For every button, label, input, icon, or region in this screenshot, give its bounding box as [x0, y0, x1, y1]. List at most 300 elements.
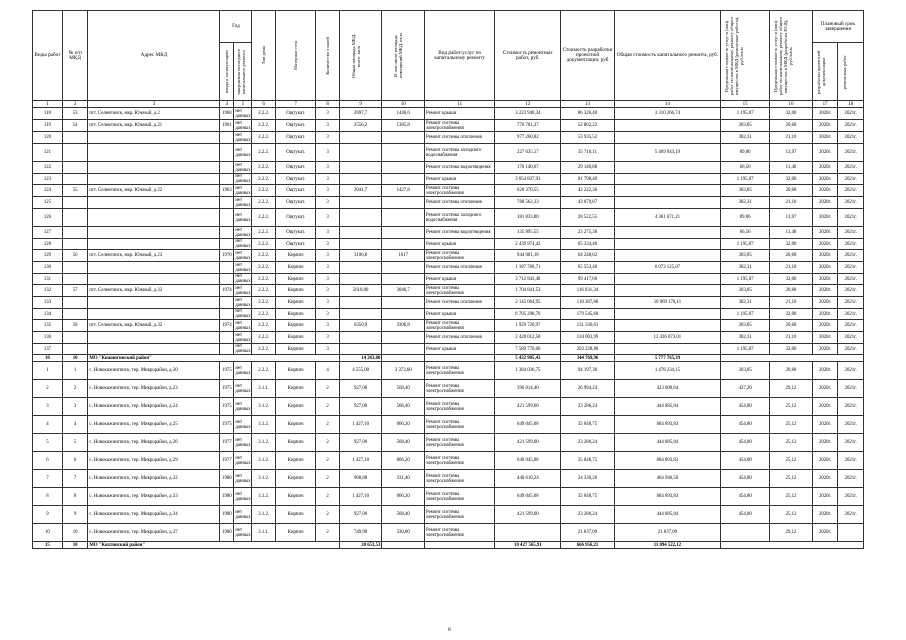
cell-year-built: 1963: [220, 185, 234, 197]
cell-work-type: Ремонт системы отопления: [425, 262, 495, 274]
cell-unit-cost-design: 25,12: [770, 398, 813, 416]
cell-design-cost: 26 994,24: [561, 380, 614, 398]
cell-design-cost: 65 334,40: [561, 239, 614, 250]
cell-unit-cost-repair: 1 195,07: [721, 274, 770, 285]
cell-plan-repair-year: 2021г.: [838, 380, 864, 398]
cell-house-type: 2.2.2.: [252, 344, 275, 355]
cell-unit-cost-design: 32,00: [770, 174, 813, 185]
cell-total-cost: [614, 227, 721, 239]
cell-year-repair: нет данных: [234, 452, 252, 470]
cell-plan-repair-year: 2021г.: [838, 250, 864, 262]
cell-repair-cost: 944 001,18: [495, 250, 561, 262]
subtotal-c: 5 432 905,43: [495, 355, 561, 362]
cell-house-type: 2.2.2.: [252, 239, 275, 250]
cell-floors: 2: [316, 434, 339, 452]
cell-plan-repair-year: 2021г.: [838, 209, 864, 227]
cell-design-cost: 35 848,75: [561, 488, 614, 506]
cell-repair-cost: 135 895,55: [495, 227, 561, 239]
cell-unit-cost-repair: 454,80: [721, 416, 770, 434]
cell-repair-cost: 7 589 770,06: [495, 344, 561, 355]
subtotal-a: 10: [33, 355, 63, 362]
cell-repair-cost: 3 712 843,48: [495, 274, 561, 285]
cell-address: с. Новокижингинск, тер. Микрорайон, д.32: [88, 470, 220, 488]
cell-work-type: Ремонт системы холодного водоснабжения: [425, 209, 495, 227]
cell-year-repair: нет данных: [234, 209, 252, 227]
cell-wall-material: Кирпич: [275, 250, 315, 262]
cell-total-cost: 444 885,84: [614, 398, 721, 416]
table-row: [33, 120, 864, 132]
cell-repair-cost: 780 562,33: [495, 197, 561, 209]
cell-floors: 3: [316, 227, 339, 239]
cell-total-area: 927,00: [339, 380, 382, 398]
cell-wall-material: Кирпич: [275, 506, 315, 524]
cell-plan-repair-year: 2021г.: [838, 144, 864, 162]
cell-unit-cost-repair: 66,56: [721, 162, 770, 174]
cell-design-cost: 53 935,52: [561, 132, 614, 144]
cell-house-type: 2.2.2.: [252, 132, 275, 144]
cell-unit-cost-repair: 303,85: [721, 285, 770, 297]
cell-year-built: [220, 209, 234, 227]
cell-year-repair: нет данных: [235, 274, 251, 284]
cell-address: с. Новокижингинск, тер. Микрорайон, д.34: [88, 506, 220, 524]
col-vid-uslug: Вид работ/услуг по капитальному ремонту: [425, 11, 495, 101]
cell-plan-repair-year: 2021г.: [838, 452, 864, 470]
cell-total-area: 6350,9: [339, 320, 382, 332]
cell-address: [88, 262, 220, 274]
cell-mkd-number: [62, 297, 88, 309]
cell-floors: 4: [316, 362, 339, 380]
cell-repair-cost: 1 187 760,71: [495, 262, 561, 274]
cell-work-type: Ремонт системы электроснабжения: [425, 434, 495, 452]
col-stoimost-pd: Стоимость разработки проектной документации, руб: [561, 11, 614, 101]
cell-floors: 3: [316, 108, 339, 120]
cell-house-type: 2.2.2.: [252, 162, 275, 174]
cell-total-area: 749,90: [339, 524, 382, 542]
table-row: [33, 285, 864, 297]
cell-plan-design-year: 2020г.: [812, 452, 838, 470]
cell-total-cost: [614, 120, 721, 132]
cell-total-cost: [614, 197, 721, 209]
cell-mkd-number: [62, 197, 88, 209]
table-row: [33, 416, 864, 434]
cell-row-number: 1: [33, 362, 63, 380]
cell-wall-material: Кирпич: [275, 398, 315, 416]
cell-year-repair: нет данных: [234, 524, 252, 542]
subtotal-pd: 666 956,21: [561, 542, 614, 549]
col-num-mkd: № п/п МКД: [62, 11, 88, 101]
cell-year-built: 1980: [220, 524, 234, 542]
cell-wall-material: Кирпич: [275, 470, 315, 488]
table-row: [33, 452, 864, 470]
cell-plan-design-year: 2020г.: [812, 524, 838, 542]
cell-wall-material: Кирпич: [275, 524, 315, 542]
cell-unit-cost-repair: 1 195,07: [721, 239, 770, 250]
cell-house-type: 3.1.1.: [252, 524, 275, 542]
cell-living-area: [382, 209, 425, 227]
cell-repair-cost: 170 140,67: [495, 162, 561, 174]
cell-living-area: [382, 162, 425, 174]
cell-repair-cost: 977 260,82: [495, 132, 561, 144]
cell-work-type: Ремонт крыши: [425, 108, 495, 120]
cell-address: с. Новокижингинск, тер. Микрорайон, д.23: [88, 380, 220, 398]
cell-unit-cost-repair: 382,31: [721, 132, 770, 144]
col-pred-udel-2: Предельная стоимость услуг и (или) работ по капитальному ремонту общего имущества в МКД (разработка ПСД), руб./кв.м: [770, 11, 813, 101]
subtotal-b: 10: [62, 355, 88, 362]
cell-year-built: 1974: [220, 320, 234, 332]
cell-year-repair: нет данных: [234, 416, 252, 434]
cell-unit-cost-repair: 89,06: [721, 209, 770, 227]
cell-year-repair: нет данных: [234, 506, 252, 524]
cell-work-type: Ремонт крыши: [425, 344, 495, 355]
col-plan-srok: Плановый срок завершения: [812, 11, 863, 43]
cell-address: с. Новокижингинск, тер. Микрорайон, д.24: [88, 398, 220, 416]
column-number: 6: [252, 101, 275, 108]
cell-year-built: [220, 262, 234, 274]
cell-work-type: Ремонт системы электроснабжения: [425, 320, 495, 332]
cell-floors: 3: [316, 309, 339, 320]
cell-mkd-number: [62, 274, 88, 285]
cell-row-number: 120: [33, 132, 63, 144]
cell-plan-repair-year: 2021г.: [838, 332, 864, 344]
cell-work-type: Ремонт системы отопления: [425, 197, 495, 209]
cell-year-repair: нет данных: [235, 309, 251, 319]
col-adres: Адрес МКД: [88, 11, 220, 101]
cell-row-number: 132: [33, 285, 63, 297]
cell-floors: 3: [316, 144, 339, 162]
cell-repair-cost: 776 701,37: [495, 120, 561, 132]
subtotal-empty: [382, 355, 425, 362]
cell-design-cost: 131 336,61: [561, 320, 614, 332]
cell-plan-repair-year: 2021г.: [838, 434, 864, 452]
cell-unit-cost-design: 32,00: [770, 108, 813, 120]
cell-row-number: 4: [33, 416, 63, 434]
cell-unit-cost-design: 25,12: [770, 488, 813, 506]
cell-house-type: 2.2.2.: [252, 108, 275, 120]
cell-unit-cost-design: 13,97: [770, 144, 813, 162]
cell-total-area: [339, 297, 382, 309]
cell-mkd-number: [62, 227, 88, 239]
cell-unit-cost-design: 29,12: [770, 380, 813, 398]
cell-row-number: 6: [33, 452, 63, 470]
cell-year-repair: нет данных: [235, 332, 251, 343]
cell-row-number: 9: [33, 506, 63, 524]
cell-total-cost: 684 893,83: [614, 488, 721, 506]
cell-house-type: 2.2.2.: [252, 285, 275, 297]
cell-year-repair: нет данных: [235, 162, 251, 173]
cell-wall-material: Кирпич: [275, 452, 315, 470]
cell-living-area: 568,40: [382, 380, 425, 398]
cell-wall-material: Кирпич: [275, 297, 315, 309]
cell-plan-repair-year: 2021г.: [838, 274, 864, 285]
cell-unit-cost-repair: 1 195,07: [721, 344, 770, 355]
cell-mkd-number: 56: [62, 250, 88, 262]
cell-unit-cost-repair: 303,85: [721, 250, 770, 262]
cell-living-area: [382, 197, 425, 209]
cell-living-area: 568,40: [382, 398, 425, 416]
cell-floors: 3: [316, 239, 339, 250]
cell-total-area: 5610,00: [339, 285, 382, 297]
cell-living-area: [382, 144, 425, 162]
cell-mkd-number: 3: [62, 398, 88, 416]
cell-year-repair: нет данных: [235, 108, 251, 119]
cell-work-type: Ремонт системы водоотведения: [425, 162, 495, 174]
cell-address: с. Новокижингинск, тер. Микрорайон, д.30: [88, 362, 220, 380]
cell-floors: 3: [316, 285, 339, 297]
cell-year-built: 1975: [220, 380, 234, 398]
cell-floors: 3: [316, 120, 339, 132]
cell-unit-cost-design: 32,00: [770, 239, 813, 250]
cell-year-built: 1977: [220, 452, 234, 470]
cell-mkd-number: [62, 174, 88, 185]
cell-design-cost: 24 336,26: [561, 470, 614, 488]
cell-year-repair: нет данных: [235, 297, 251, 308]
cell-repair-cost: 2 145 064,95: [495, 297, 561, 309]
cell-row-number: 7: [33, 470, 63, 488]
cell-work-type: Ремонт системы отопления: [425, 297, 495, 309]
cell-row-number: 135: [33, 320, 63, 332]
column-number: 5: [234, 101, 252, 108]
cell-plan-repair-year: 2021г.: [838, 120, 864, 132]
cell-total-cost: 684 893,83: [614, 416, 721, 434]
cell-total-area: [339, 239, 382, 250]
cell-living-area: [382, 239, 425, 250]
cell-unit-cost-repair: 66,56: [721, 227, 770, 239]
cell-total-area: 2041,7: [339, 185, 382, 197]
cell-floors: 2: [316, 416, 339, 434]
cell-unit-cost-design: 13,97: [770, 209, 813, 227]
cell-work-type: Ремонт системы электроснабжения: [425, 380, 495, 398]
cell-address: [88, 162, 220, 174]
cell-floors: 3: [316, 162, 339, 174]
cell-repair-cost: 181 833,80: [495, 209, 561, 227]
cell-design-cost: 86 326,40: [561, 108, 614, 120]
cell-wall-material: Кирпич: [275, 416, 315, 434]
cell-house-type: 2.2.2.: [252, 120, 275, 132]
cell-wall-material: Ощтукат.: [275, 185, 315, 197]
subtotal-s: 20 653,53: [339, 542, 382, 549]
cell-plan-design-year: 2020г.: [812, 309, 838, 320]
cell-row-number: 8: [33, 488, 63, 506]
cell-year-built: 1980: [220, 470, 234, 488]
cell-total-cost: [614, 285, 721, 297]
cell-unit-cost-repair: 382,31: [721, 297, 770, 309]
cell-total-cost: 4 361 071,21: [614, 209, 721, 227]
cell-year-built: [220, 297, 234, 309]
cell-plan-design-year: 2020г.: [812, 209, 838, 227]
cell-work-type: Ремонт системы электроснабжения: [425, 398, 495, 416]
cell-mkd-number: 10: [62, 524, 88, 542]
column-number: 14: [614, 101, 721, 108]
cell-total-area: 927,00: [339, 434, 382, 452]
cell-work-type: Ремонт системы электроснабжения: [425, 362, 495, 380]
cell-work-type: Ремонт системы электроснабжения: [425, 285, 495, 297]
cell-work-type: Ремонт системы электроснабжения: [425, 488, 495, 506]
cell-plan-repair-year: 2021г.: [838, 506, 864, 524]
column-number: 10: [382, 101, 425, 108]
cell-floors: 3: [316, 274, 339, 285]
cell-total-area: 3106,8: [339, 250, 382, 262]
table-row: [33, 380, 864, 398]
subtotal-s: 14 263,00: [339, 355, 382, 362]
cell-house-type: 2.2.2.: [252, 250, 275, 262]
cell-address: [88, 344, 220, 355]
cell-house-type: 2.2.2.: [252, 197, 275, 209]
cell-house-type: 2.2.2.: [252, 332, 275, 344]
cell-mkd-number: 55: [62, 185, 88, 197]
cell-design-cost: 35 848,75: [561, 416, 614, 434]
cell-year-built: [220, 309, 234, 320]
cell-floors: 3: [316, 197, 339, 209]
cell-row-number: 3: [33, 398, 63, 416]
cell-address: [88, 309, 220, 320]
cell-unit-cost-design: 32,00: [770, 344, 813, 355]
col-etazhi: Количество этажей: [316, 11, 339, 101]
cell-row-number: 137: [33, 344, 63, 355]
table-row: [33, 144, 864, 162]
cell-mkd-number: 58: [62, 320, 88, 332]
cell-plan-design-year: 2020г.: [812, 362, 838, 380]
cell-living-area: 866,20: [382, 488, 425, 506]
cell-design-cost: 99 417,60: [561, 274, 614, 285]
cell-living-area: 866,20: [382, 416, 425, 434]
cell-year-built: 1970: [220, 250, 234, 262]
cell-living-area: [382, 297, 425, 309]
cell-house-type: 2.2.2.: [252, 144, 275, 162]
cell-year-repair: нет данных: [235, 262, 251, 273]
cell-plan-repair-year: 2021г.: [838, 285, 864, 297]
cell-address: с. Новокижингинск, тер. Микрорайон, д.29: [88, 452, 220, 470]
cell-repair-cost: 421 599,60: [495, 506, 561, 524]
col-god-remonta: завершения последнего капитального ремонта: [234, 43, 252, 101]
cell-design-cost: 116 031,34: [561, 285, 614, 297]
cell-total-area: [339, 174, 382, 185]
subtotal-empty: [721, 355, 864, 362]
cell-living-area: [382, 262, 425, 274]
cell-year-built: [220, 332, 234, 344]
cell-floors: 3: [316, 262, 339, 274]
column-number: 17: [812, 101, 838, 108]
cell-design-cost: 134 003,99: [561, 332, 614, 344]
cell-wall-material: Кирпич: [275, 332, 315, 344]
cell-mkd-number: [62, 144, 88, 162]
cell-year-repair: нет данных: [234, 470, 252, 488]
page-number: 8: [448, 627, 451, 633]
cell-row-number: 124: [33, 185, 63, 197]
cell-wall-material: Кирпич: [275, 274, 315, 285]
cell-year-built: [220, 274, 234, 285]
cell-unit-cost-repair: 303,85: [721, 362, 770, 380]
cell-total-cost: 10 969 170,11: [614, 297, 721, 309]
col-plan-pd: разработки проектной документации: [812, 43, 838, 101]
cell-house-type: 3.1.1.: [252, 380, 275, 398]
cell-total-area: [339, 332, 382, 344]
table-row: [33, 320, 864, 332]
cell-total-area: 2697,7: [339, 108, 382, 120]
cell-year-repair: нет данных: [234, 398, 252, 416]
cell-plan-design-year: 2020г.: [812, 416, 838, 434]
cell-row-number: 126: [33, 209, 63, 227]
cell-work-type: Ремонт системы электроснабжения: [425, 120, 495, 132]
cell-mkd-number: [62, 239, 88, 250]
subtotal-tot: 11 094 522,12: [614, 542, 721, 549]
cell-row-number: 2: [33, 380, 63, 398]
cell-design-cost: 94 197,30: [561, 362, 614, 380]
cell-address: [88, 144, 220, 162]
subtotal-empty: [425, 355, 495, 362]
cell-total-cost: [614, 320, 721, 332]
cell-total-area: [339, 209, 382, 227]
cell-work-type: Ремонт системы электроснабжения: [425, 506, 495, 524]
cell-plan-repair-year: 2021г.: [838, 162, 864, 174]
cell-plan-design-year: 2020г.: [812, 185, 838, 197]
cell-wall-material: Ощтукат.: [275, 144, 315, 162]
cell-repair-cost: 440 610,24: [495, 470, 561, 488]
cell-work-type: Ремонт системы отопления: [425, 332, 495, 344]
cell-total-cost: 5 469 943,19: [614, 144, 721, 162]
cell-unit-cost-repair: 1 195,07: [721, 174, 770, 185]
cell-plan-design-year: 2020г.: [812, 297, 838, 309]
cell-year-built: 1961: [220, 120, 234, 132]
cell-work-type: Ремонт системы электроснабжения: [425, 452, 495, 470]
cell-wall-material: Ощтукат.: [275, 209, 315, 227]
cell-total-cost: 684 893,83: [614, 452, 721, 470]
subtotal-a: 15: [33, 542, 63, 549]
cell-unit-cost-repair: 382,31: [721, 197, 770, 209]
cell-unit-cost-design: 21,10: [770, 262, 813, 274]
cell-floors: 3: [316, 174, 339, 185]
cell-repair-cost: 1 384 036,75: [495, 362, 561, 380]
cell-plan-design-year: 2020г.: [812, 120, 838, 132]
cell-wall-material: Кирпич: [275, 344, 315, 355]
cell-total-area: [339, 344, 382, 355]
cell-plan-repair-year: 2021г.: [838, 227, 864, 239]
cell-row-number: 127: [33, 227, 63, 239]
cell-living-area: [382, 332, 425, 344]
cell-plan-design-year: 2020г.: [812, 239, 838, 250]
cell-row-number: 121: [33, 144, 63, 162]
cell-unit-cost-design: 25,12: [770, 452, 813, 470]
cell-address: с. Новокижингинск, тер. Микрорайон, д.33: [88, 488, 220, 506]
cell-wall-material: Ощтукат.: [275, 227, 315, 239]
cell-unit-cost-repair: 303,85: [721, 185, 770, 197]
subtotal-empty: [721, 542, 864, 549]
cell-row-number: 125: [33, 197, 63, 209]
cell-unit-cost-repair: 303,85: [721, 120, 770, 132]
col-ploshad-zhil: В том числе площадь помещений МКД, кв.м: [382, 11, 425, 101]
cell-wall-material: Ощтукат.: [275, 132, 315, 144]
cell-repair-cost: 2 439 974,42: [495, 239, 561, 250]
cell-total-cost: [614, 344, 721, 355]
cell-year-built: 1974: [220, 285, 234, 297]
cell-plan-repair-year: 2021г.: [838, 344, 864, 355]
cell-house-type: 2.2.2.: [252, 262, 275, 274]
column-number: 1: [33, 101, 63, 108]
cell-plan-design-year: 2020г.: [812, 506, 838, 524]
table-row: [33, 274, 864, 285]
subtotal-name: МО "Кяхтинский район": [88, 542, 339, 549]
cell-year-built: 1980: [220, 488, 234, 506]
cell-total-area: [339, 262, 382, 274]
cell-work-type: Ремонт системы электроснабжения: [425, 185, 495, 197]
cell-floors: 2: [316, 488, 339, 506]
cell-unit-cost-design: 25,12: [770, 434, 813, 452]
cell-address: пгт. Селенгинск, мкр. Южный, д.33: [88, 285, 220, 297]
cell-address: с. Новокижингинск, тер. Микрорайон, д.25: [88, 416, 220, 434]
cell-year-built: 1975: [220, 398, 234, 416]
cell-year-repair: нет данных: [235, 250, 251, 261]
cell-floors: 3: [316, 320, 339, 332]
table-row: [33, 488, 864, 506]
